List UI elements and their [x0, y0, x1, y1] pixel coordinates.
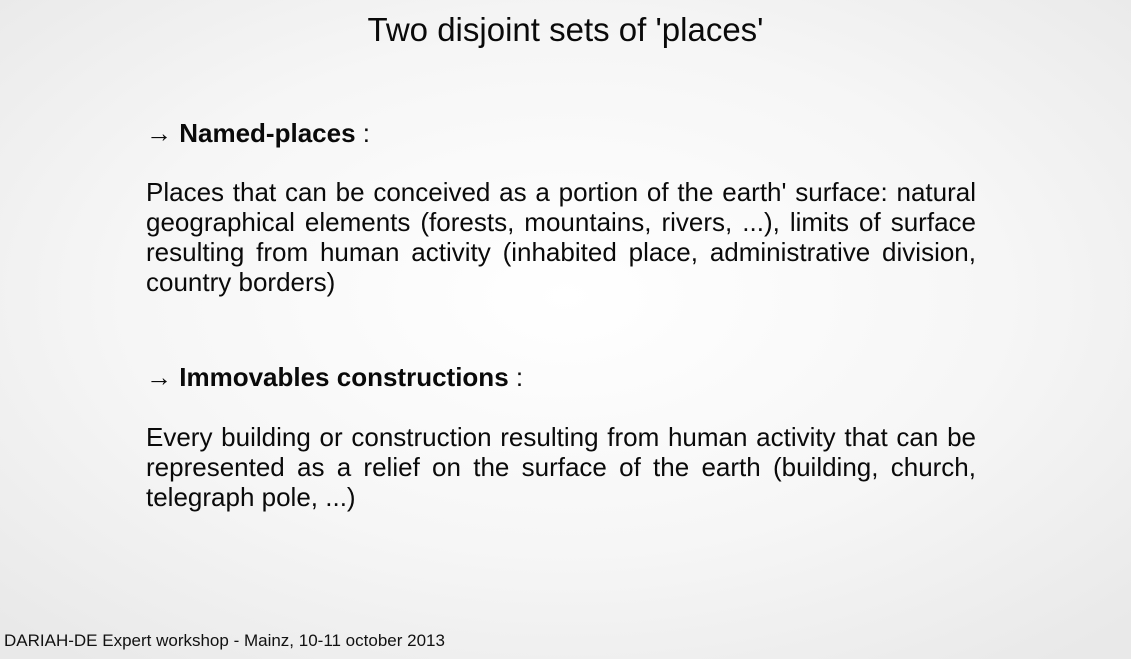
- slide-title: Two disjoint sets of 'places': [367, 11, 764, 48]
- section-heading-named-places: [146, 116, 976, 150]
- section-heading-immovables-constructions: [146, 360, 976, 394]
- slide-footer: DARIAH-DE Expert workshop - Mainz, 10-11 october 2013: [4, 631, 445, 650]
- section-heading-separator: :: [508, 362, 524, 392]
- section-heading-label: Immovables constructions: [179, 362, 509, 392]
- arrow-icon: →: [146, 118, 172, 148]
- section-body-immovables-constructions: Every building or construction resulting from human activity that can be represented as a relief on the surface of the earth (building, church, telegraph pole, ...): [146, 422, 976, 512]
- section-heading-label: Named-places: [179, 118, 356, 148]
- section-heading-separator: :: [355, 118, 370, 148]
- section-body-named-places: Places that can be conceived as a portion of the earth' surface: natural geographical elements (forests, mountains, rivers, ...), limits of surface resulting from human activity (inhabited place, administrative division, country borders): [146, 177, 976, 297]
- arrow-icon: →: [146, 362, 172, 392]
